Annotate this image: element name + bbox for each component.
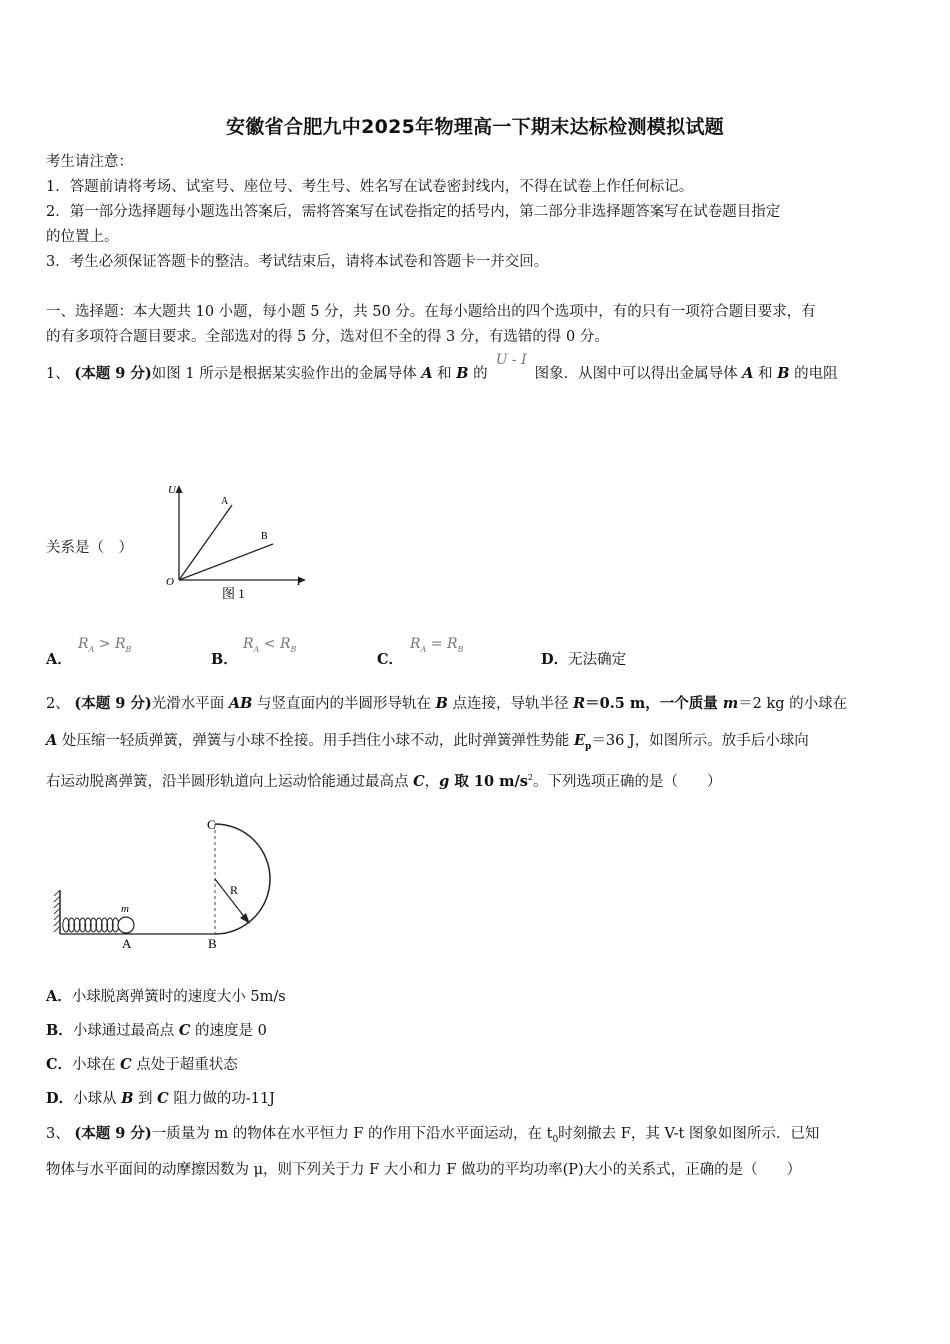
label-r: R (230, 883, 239, 897)
option-c-key: C． (377, 651, 404, 668)
u-label: U (168, 484, 176, 496)
u-axis-arrow (176, 485, 183, 493)
notice-heading: 考生请注意： (46, 154, 133, 170)
notice-item: 2．第一部分选择题每小题选出答案后，需将答案写在试卷指定的括号内，第二部分非选择题答案写在试卷题目指定 (46, 204, 781, 220)
page-title: 安徽省合肥九中2025年物理高一下期末达标检测模拟试题 (226, 116, 724, 138)
track-figure (50, 812, 280, 954)
origin-label: O (166, 576, 174, 588)
radius-arrowhead (240, 913, 250, 924)
notice-item: 3．考生必须保证答题卡的整洁。考试结束后，请将本试卷和答题卡一并交回。 (46, 254, 549, 270)
question-1-stem: 1、 (本题 9 分)如图 1 所示是根据某实验作出的金属导体 A 和 B 的U - I图象．从图中可以得出金属导体 A 和 B 的电阻 (46, 352, 838, 382)
question-points: (本题 9 分) (74, 365, 152, 382)
label-m: m (121, 903, 129, 915)
section-intro: 一、选择题：本大题共 10 小题，每小题 5 分，共 50 分。在每小题给出的四个选项中，有的只有一项符合题目要求，有 (46, 304, 816, 320)
figure-caption: 图 1 (222, 586, 245, 601)
q2-option-a: A．小球脱离弹簧时的速度大小 5m/s (46, 988, 286, 1005)
question-2-stem-line3: 右运动脱离弹簧，沿半圆形轨道向上运动恰能通过最高点 C，g 取 10 $m/s^2$。下列选项正确的是（ ） (46, 772, 722, 790)
ui-graph-figure (160, 478, 310, 606)
option-b-key: B． (211, 651, 238, 668)
line-a (179, 505, 232, 580)
label-a: A (122, 936, 132, 951)
wall-hatching (54, 890, 60, 932)
spring (63, 918, 119, 932)
ui-formula: U - I (495, 352, 527, 368)
notice-item: 1．答题前请将考场、试室号、座位号、考生号、姓名写在试卷密封线内，不得在试卷上作任何标记。 (46, 179, 694, 195)
line-b-label: B (261, 531, 268, 542)
label-b: B (208, 936, 217, 951)
question-2-stem: 2、 (本题 9 分)光滑水平面 AB 与竖直面内的半圆形导轨在 B 点连接，导轨半径 R＝0.5 m，一个质量 m＝2 kg 的小球在 (46, 695, 848, 712)
q2-option-b: B．小球通过最高点 C 的速度是 0 (46, 1022, 267, 1039)
notice-item: 的位置上。 (46, 229, 119, 245)
option-c-formula: $R_A = R_B$ (410, 636, 464, 654)
option-a-key: A． (46, 651, 72, 668)
question-1-continuation: 关系是（ ） (46, 540, 133, 556)
label-c: C (207, 817, 216, 832)
question-2-stem-line2: A 处压缩一轻质弹簧，弹簧与小球不拴接。用手挡住小球不动，此时弹簧弹性势能 $E_p=36$ J，如图所示。放手后小球向 (46, 732, 809, 752)
option-d: D．无法确定 (541, 651, 627, 668)
ball (118, 917, 134, 933)
line-b (179, 544, 273, 580)
section-intro: 的有多项符合题目要求。全部选对的得 5 分，选对但不全的得 3 分，有选错的得 0 分。 (46, 329, 609, 345)
option-b-formula: $R_A < R_B$ (243, 636, 297, 654)
q2-option-d: D．小球从 B 到 C 阻力做的功-11J (46, 1090, 275, 1107)
i-label: I (297, 576, 301, 588)
q2-option-c: C．小球在 C 点处于超重状态 (46, 1056, 238, 1073)
question-number: 1、 (46, 366, 70, 382)
question-3-stem-line2: 物体与水平面间的动摩擦因数为 μ，则下列关于力 F 大小和力 F 做功的平均功率(P)大小的关系式，正确的是（ ） (46, 1162, 802, 1178)
line-a-label: A (221, 496, 229, 507)
option-a-formula: $R_A > R_B$ (78, 636, 132, 654)
question-3-stem: 3、 (本题 9 分)一质量为 m 的物体在水平恒力 F 的作用下沿水平面运动，在 $t_0$时刻撤去 F，其 V-t 图象如图所示．已知 (46, 1125, 820, 1145)
